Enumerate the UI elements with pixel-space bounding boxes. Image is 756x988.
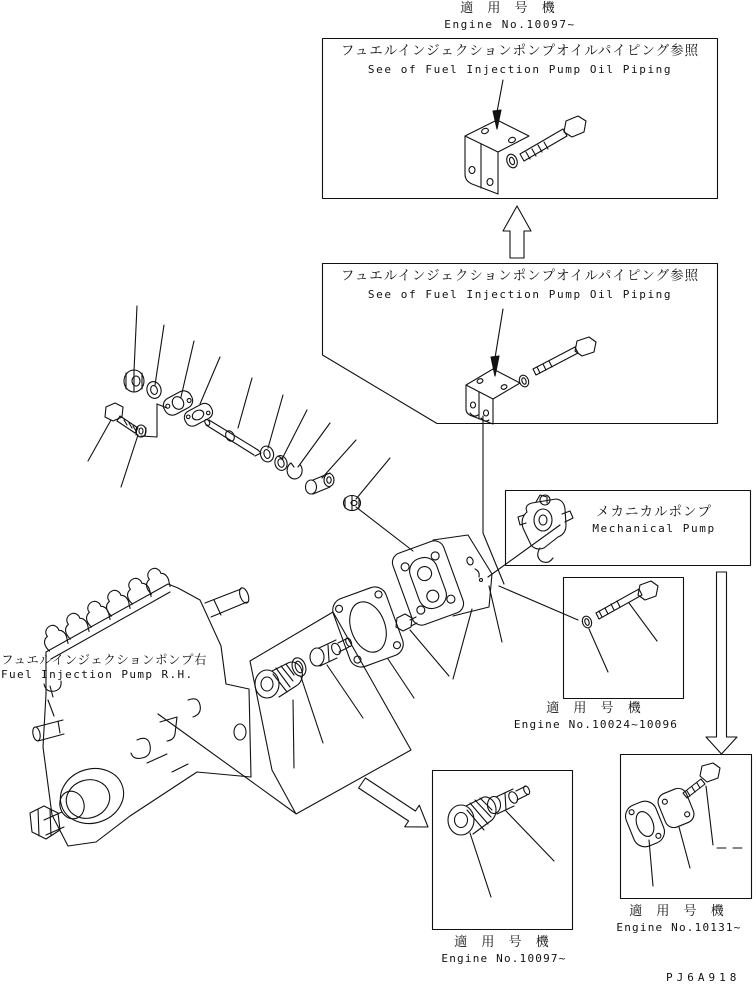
applicability-mid-jp: 適 用 号 機 bbox=[546, 701, 646, 716]
ref-note-top-en: See of Fuel Injection Pump Oil Piping bbox=[367, 62, 673, 76]
cover-box-outline bbox=[621, 755, 752, 899]
hex-nut-icon bbox=[344, 496, 361, 511]
applicability-bottom-right-jp: 適 用 号 機 bbox=[629, 904, 729, 919]
adapter-bolt-icon bbox=[396, 614, 417, 631]
ref-note-mid-en: See of Fuel Injection Pump Oil Piping bbox=[367, 287, 673, 301]
up-arrow-icon bbox=[503, 206, 531, 258]
pointer-arrow-mid bbox=[491, 309, 503, 376]
bracket-icon-mid bbox=[466, 369, 520, 424]
header-applicability-jp: 適 用 号 機 bbox=[460, 1, 560, 16]
bracket-icon-top bbox=[465, 120, 529, 194]
plug-icon-box bbox=[448, 797, 496, 897]
washer-icon-2 bbox=[259, 445, 276, 464]
bolt-icon-box bbox=[581, 581, 658, 672]
down-arrow-icon bbox=[706, 572, 737, 754]
ref-note-mid-label bbox=[323, 268, 717, 302]
connector-icon bbox=[310, 637, 353, 666]
leader-bracket-to-adapter bbox=[483, 416, 504, 584]
spring-washer-icon bbox=[273, 454, 288, 472]
injection-pump-label bbox=[1, 652, 207, 683]
flange-fitting-icon bbox=[161, 388, 196, 418]
o-ring-icon bbox=[290, 656, 309, 678]
applicability-bottom-mid-label bbox=[428, 935, 580, 966]
applicability-mid-en: Engine No.10024~10096 bbox=[513, 717, 679, 731]
parts-panel bbox=[250, 612, 411, 814]
leader-mech-pump bbox=[488, 525, 560, 577]
nut-icon-small bbox=[136, 425, 146, 437]
big-arrow-icon bbox=[359, 778, 428, 827]
cover-plate-icon bbox=[655, 786, 696, 868]
connector-icon-box bbox=[488, 785, 555, 861]
mechanical-pump-en: Mechanical Pump bbox=[592, 521, 716, 535]
bolt-box-outline bbox=[564, 578, 684, 699]
mechanical-pump-label bbox=[556, 504, 752, 536]
pipe-icon bbox=[204, 419, 261, 456]
mechanical-pump-jp: メカニカルポンプ bbox=[596, 504, 712, 520]
cover-bolt-icon bbox=[683, 763, 720, 845]
spacer-icon bbox=[306, 473, 335, 494]
injection-pump-jp: フュエルインジェクションポンプ右 bbox=[1, 652, 207, 667]
bolt-icon-chain bbox=[105, 403, 138, 433]
washer-icon-1 bbox=[145, 380, 163, 400]
applicability-bottom-mid-en: Engine No.10097~ bbox=[441, 951, 567, 965]
bolt-icon-mid bbox=[518, 337, 596, 388]
adapter-housing-illustration bbox=[390, 535, 578, 679]
applicability-mid-label bbox=[500, 701, 692, 732]
injection-pump-en: Fuel Injection Pump R.H. bbox=[1, 668, 194, 682]
header-applicability-en: Engine No.10097~ bbox=[444, 17, 576, 31]
injection-pump-illustration bbox=[30, 564, 295, 846]
drawing-code: PJ6A918 bbox=[666, 971, 741, 984]
ref-note-top-label bbox=[323, 43, 717, 77]
exploded-parts bbox=[105, 370, 361, 511]
applicability-bottom-right-en: Engine No.10131~ bbox=[616, 920, 742, 934]
header-applicability bbox=[330, 1, 690, 32]
cap-nut-icon bbox=[124, 370, 144, 392]
ref-note-mid-jp: フュエルインジェクションポンプオイルパイピング参照 bbox=[340, 268, 700, 284]
ref-note-top-jp: フュエルインジェクションポンプオイルパイピング参照 bbox=[340, 43, 700, 59]
applicability-bottom-right-label bbox=[604, 904, 754, 935]
applicability-bottom-mid-jp: 適 用 号 機 bbox=[454, 935, 554, 950]
snap-ring-icon bbox=[287, 463, 302, 479]
